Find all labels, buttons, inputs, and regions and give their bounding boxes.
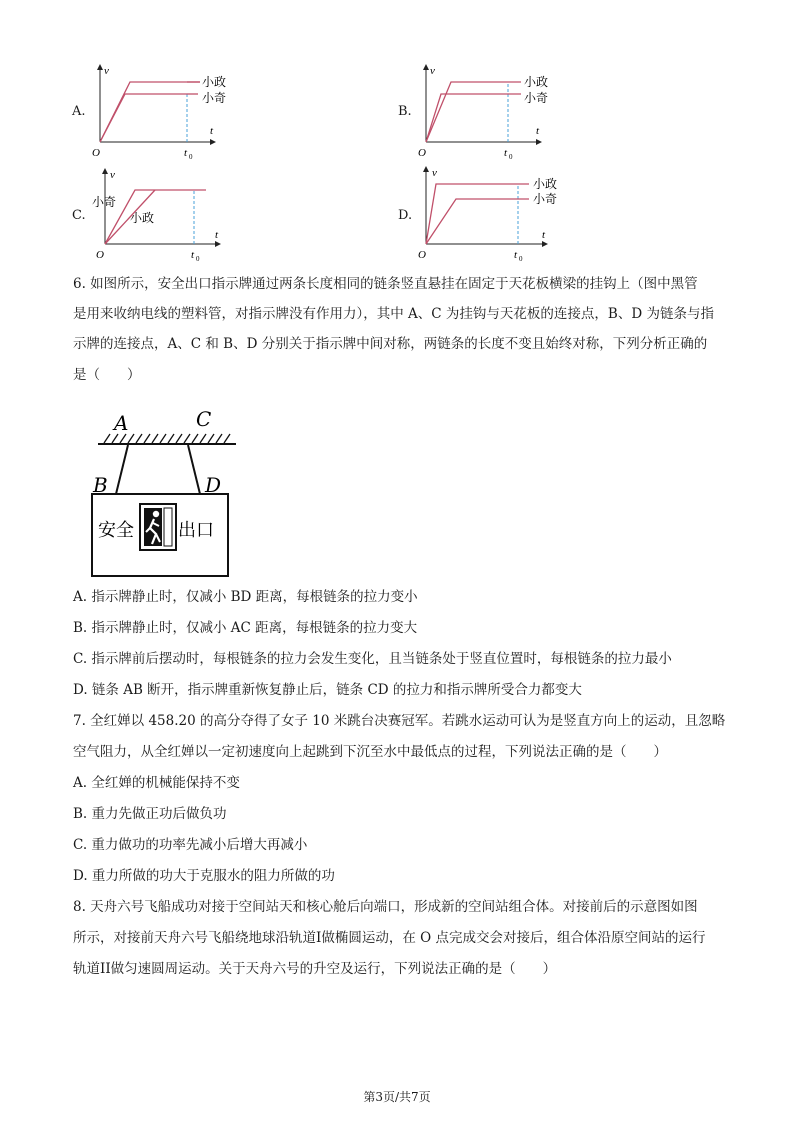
svg-text:t: t (536, 125, 540, 137)
svg-text:v: v (432, 167, 437, 179)
point-a-label: A (114, 411, 129, 435)
curve-label: 小政 (130, 211, 155, 225)
v-t-graph (396, 164, 616, 263)
curve-label: 小奇 (533, 192, 558, 206)
svg-text:O: O (96, 249, 104, 261)
v-t-graph (396, 62, 596, 162)
q7-option-d: D. 重力所做的功大于克服水的阻力所做的功 (73, 868, 335, 884)
q6-option-b: B. 指示牌静止时，仅减小 AC 距离，每根链条的拉力变大 (73, 620, 418, 636)
option-a-graph (70, 62, 270, 162)
page-number: 第3页/共7页 (363, 1090, 431, 1104)
curve-label: 小政 (202, 75, 227, 89)
svg-text:0: 0 (196, 255, 200, 263)
q6-option-d: D. 链条 AB 断开，指示牌重新恢复静止后，链条 CD 的拉力和指示牌所受合力都变大 (73, 682, 582, 698)
curve-label: 小奇 (92, 195, 117, 209)
q8-line-3: 轨道II做匀速圆周运动。关于天舟六号的升空及运行，下列说法正确的是（ ） (73, 961, 557, 977)
sign-right-text: 出口 (178, 520, 214, 541)
svg-text:t: t (542, 229, 546, 241)
q7-line-1: 7. 全红婵以 458.20 的高分夺得了女子 10 米跳台决赛冠军。若跳水运动可认为是竖直方向上的运动，且忽略 (73, 713, 726, 729)
origin-label: O (92, 147, 100, 159)
svg-text:0: 0 (189, 153, 193, 161)
option-c-graph (70, 168, 270, 263)
curve-label: 小政 (524, 75, 549, 89)
svg-text:v: v (110, 169, 115, 181)
svg-text:t: t (215, 229, 219, 241)
svg-text:O: O (418, 249, 426, 261)
q6-line-1: 6. 如图所示，安全出口指示牌通过两条长度相同的链条竖直悬挂在固定于天花板横梁的挂钩上（图中黑管 (73, 276, 698, 292)
point-d-label: D (205, 473, 222, 497)
svg-text:0: 0 (519, 255, 523, 263)
option-b-graph (396, 62, 596, 162)
exit-sign-figure (90, 404, 250, 584)
svg-text:0: 0 (509, 153, 513, 161)
sign-left-text: 安全 (98, 520, 134, 541)
svg-text:v: v (430, 65, 435, 77)
t0-label: t (184, 147, 188, 159)
v-t-graph (70, 62, 270, 162)
option-letter: C. (72, 208, 86, 223)
option-letter: A. (72, 104, 86, 119)
svg-text:t: t (514, 249, 518, 261)
option-letter: B. (398, 104, 412, 119)
svg-text:t: t (504, 147, 508, 159)
q6-line-3: 示牌的连接点，A、C 和 B、D 分别关于指示牌中间对称，两链条的长度不变且始终对称，下列分析正确的 (73, 336, 708, 352)
point-c-label: C (196, 407, 212, 431)
curve-label: 小奇 (202, 91, 227, 105)
v-t-graph (70, 168, 270, 263)
t-axis-label: t (210, 125, 214, 137)
q8-line-2: 所示，对接前天舟六号飞船绕地球沿轨道I做椭圆运动，在 O 点完成交会对接后，组合体沿原空间站的运行 (73, 930, 706, 946)
svg-text:O: O (418, 147, 426, 159)
q6-option-a: A. 指示牌静止时，仅减小 BD 距离，每根链条的拉力变小 (73, 589, 418, 605)
v-axis-label: v (104, 65, 109, 77)
q6-line-4: 是（ ） (73, 367, 141, 383)
q6-line-2: 是用来收纳电线的塑料管，对指示牌没有作用力），其中 A、C 为挂钩与天花板的连接点，B、D 为链条与指 (73, 306, 714, 322)
svg-text:t: t (191, 249, 195, 261)
q6-option-c: C. 指示牌前后摆动时，每根链条的拉力会发生变化，且当链条处于竖直位置时，每根链条的拉力最小 (73, 651, 672, 667)
q7-option-b: B. 重力先做正功后做负功 (73, 806, 227, 822)
q7-line-2: 空气阻力，从全红婵以一定初速度向上起跳到下沉至水中最低点的过程，下列说法正确的是（ ） (73, 744, 667, 760)
q7-option-c: C. 重力做功的功率先减小后增大再减小 (73, 837, 308, 853)
curve-label: 小政 (533, 177, 558, 191)
q8-line-1: 8. 天舟六号飞船成功对接于空间站天和核心舱后向端口，形成新的空间站组合体。对接前后的示意图如图 (73, 899, 698, 915)
curve-label: 小奇 (524, 91, 549, 105)
q7-option-a: A. 全红婵的机械能保持不变 (73, 775, 240, 791)
point-b-label: B (93, 473, 108, 497)
option-letter: D. (398, 208, 413, 223)
option-d-graph (396, 164, 616, 263)
